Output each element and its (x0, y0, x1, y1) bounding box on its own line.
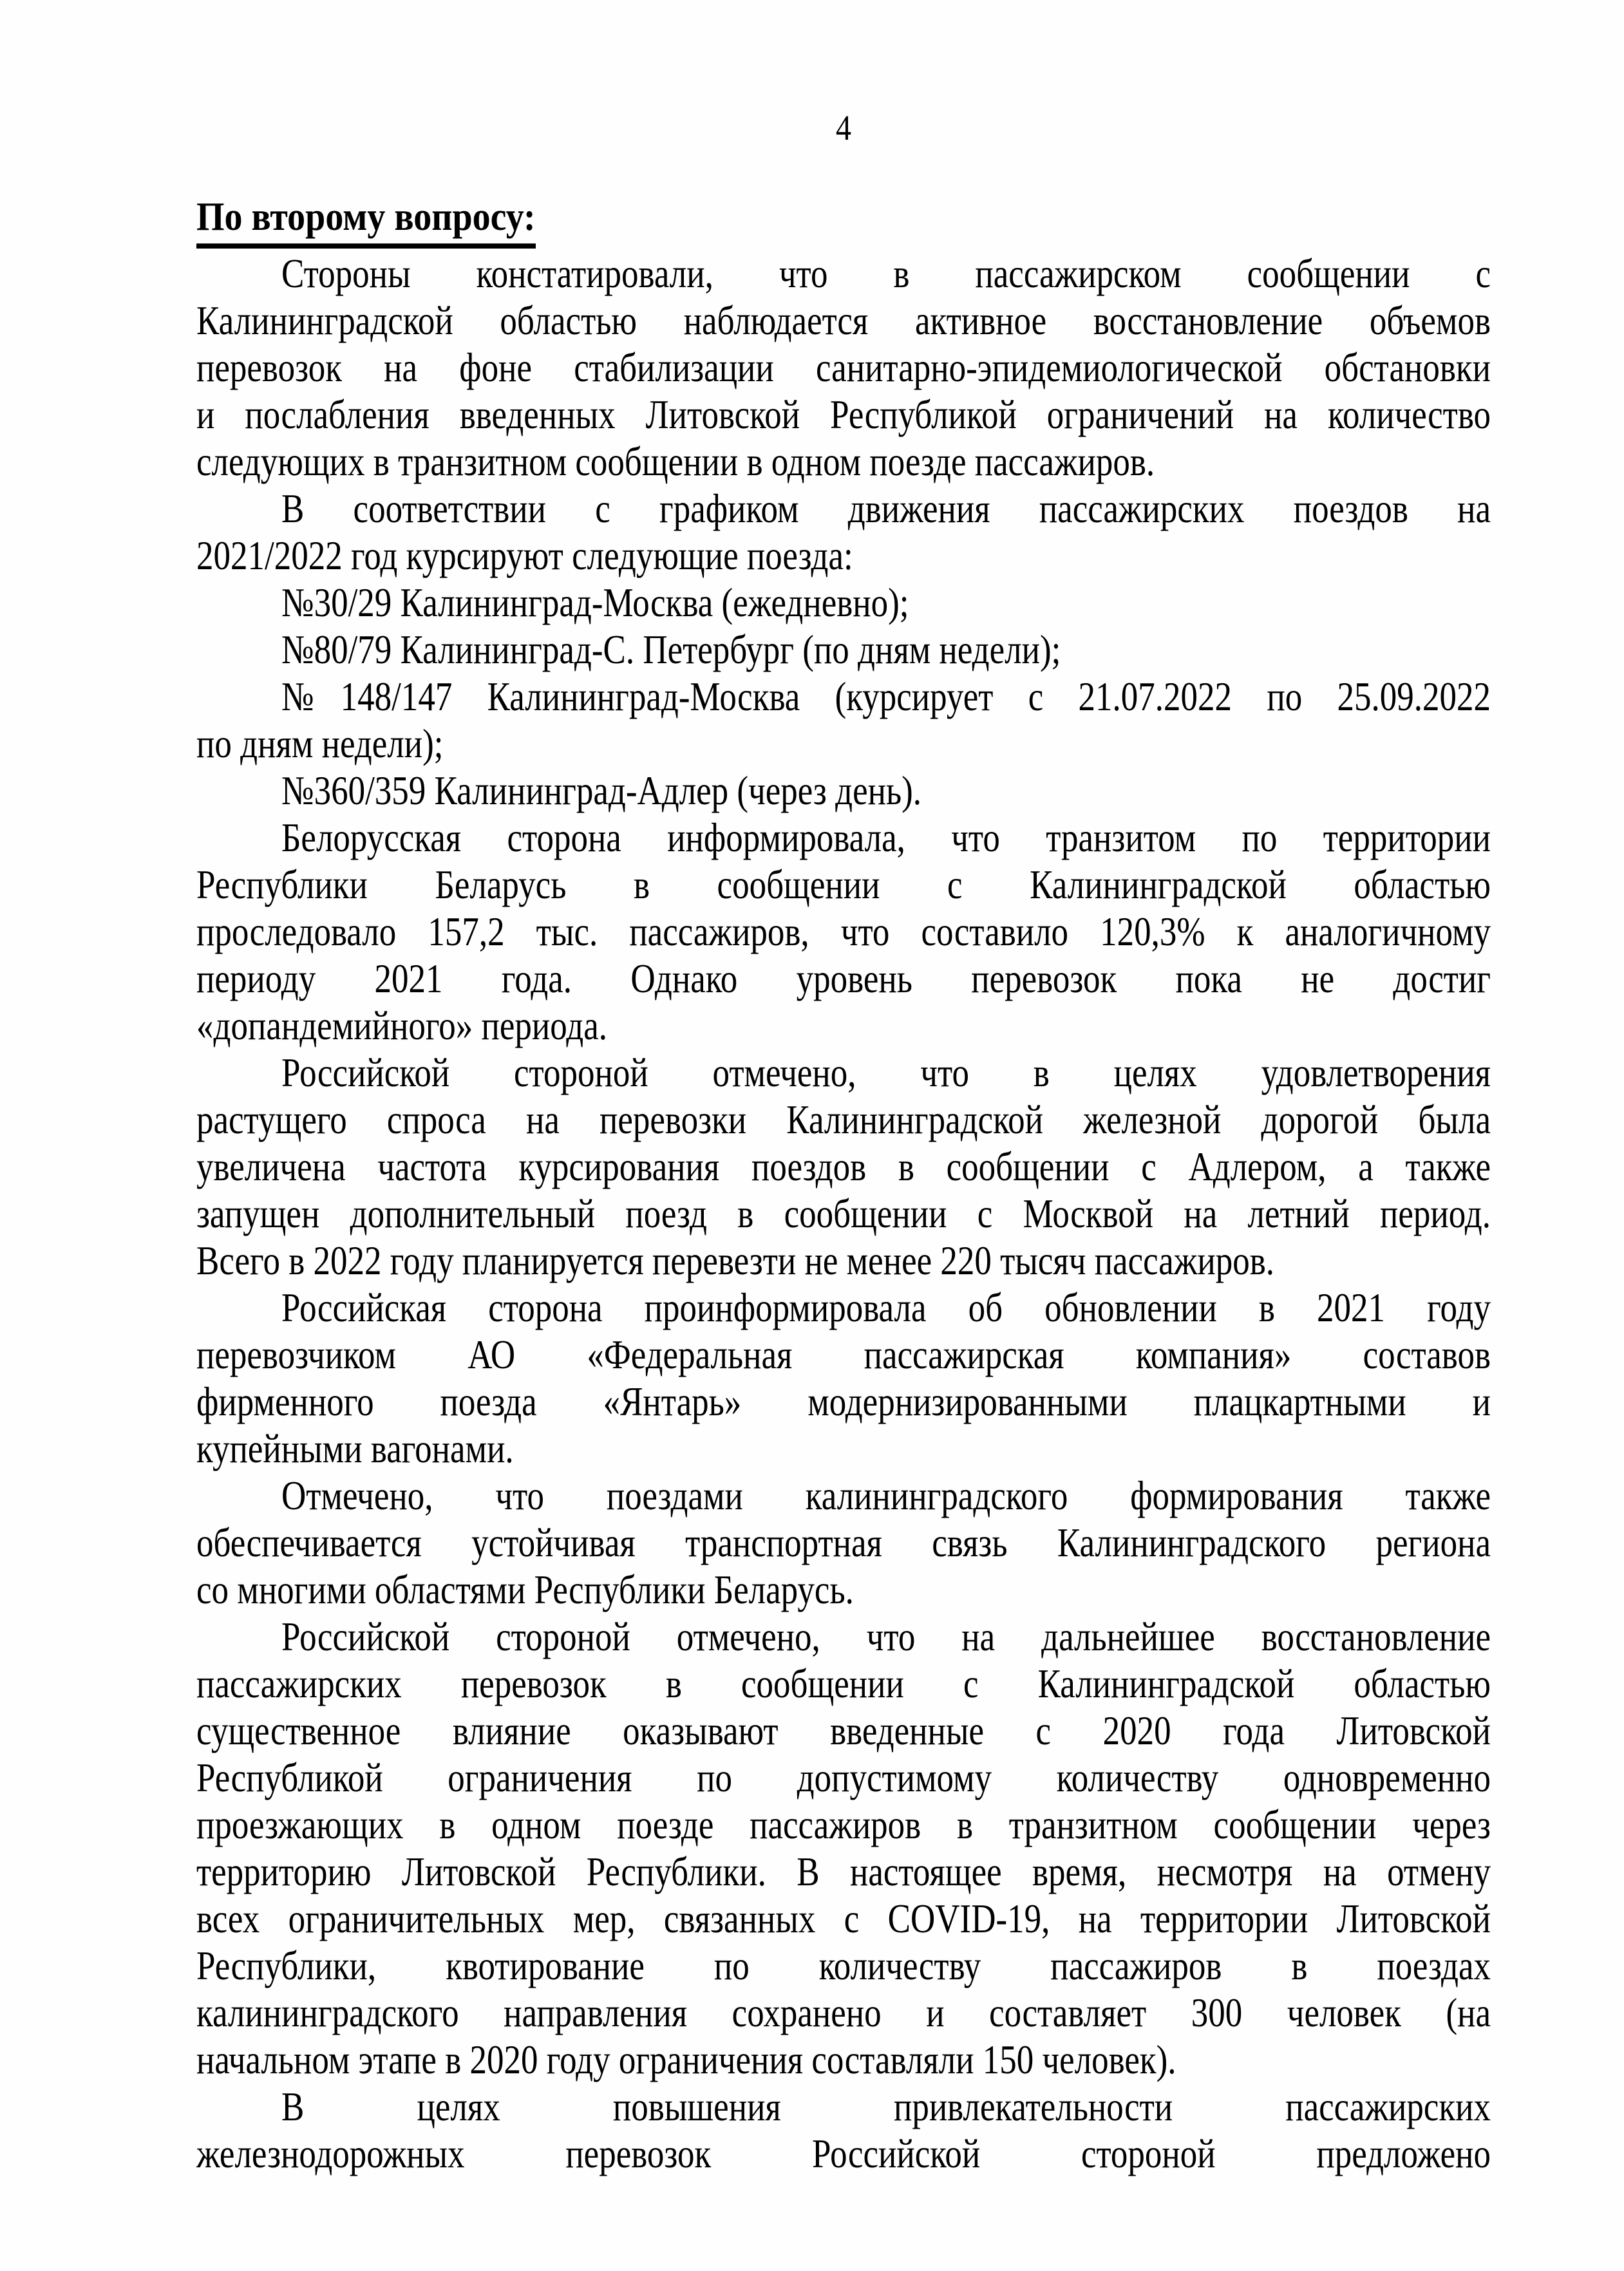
text-line: увеличена частота курсирования поездов в сообщении с Адлером, а также (196, 1144, 1491, 1190)
text-line: калининградского направления сохранено и составляет 300 человек (на (196, 1990, 1491, 2036)
text-line: №148/147 Калининград-Москва (курсирует с 21.07.2022 по 25.09.2022 (281, 674, 1491, 720)
text-line: обеспечивается устойчивая транспортная связь Калининградского региона (196, 1520, 1491, 1566)
text-line: пассажирских перевозок в сообщении с Калининградской областью (196, 1661, 1491, 1707)
text-line: Отмечено, что поездами калининградского формирования также (281, 1473, 1491, 1519)
text-line: В соответствии с графиком движения пассажирских поездов на (281, 486, 1491, 532)
text-line: проезжающих в одном поезде пассажиров в транзитном сообщении через (196, 1802, 1491, 1848)
text-line: Калининградской областью наблюдается активное восстановление объемов (196, 298, 1491, 344)
text-line: фирменного поезда «Янтарь» модернизированными плацкартными и (196, 1379, 1491, 1425)
document-body (196, 250, 1491, 2177)
text-line: Республикой ограничения по допустимому количеству одновременно (196, 1755, 1491, 1801)
text-line: Российской стороной отмечено, что на дальнейшее восстановление (281, 1614, 1491, 1660)
text-line: В целях повышения привлекательности пассажирских (281, 2084, 1491, 2130)
text-line: Стороны констатировали, что в пассажирском сообщении с (281, 251, 1491, 297)
text-line: Российской стороной отмечено, что в целях удовлетворения (281, 1050, 1491, 1096)
text-line: №30/29 Калининград-Москва (ежедневно); (281, 580, 909, 626)
text-line: Российская сторона проинформировала об обновлении в 2021 году (281, 1285, 1491, 1331)
text-line: 2021/2022 год курсируют следующие поезда: (196, 533, 853, 579)
text-line: №360/359 Калининград-Адлер (через день). (281, 768, 922, 814)
text-line: запущен дополнительный поезд в сообщении с Москвой на летний период. (196, 1191, 1491, 1237)
section-heading-text: По второму вопросу: (196, 194, 536, 249)
text-line: купейными вагонами. (196, 1426, 514, 1472)
section-heading (196, 194, 1491, 239)
text-line: периоду 2021 года. Однако уровень перевозок пока не достиг (196, 956, 1491, 1002)
text-line: всех ограничительных мер, связанных с COVID-19, на территории Литовской (196, 1896, 1491, 1942)
text-line: существенное влияние оказывают введенные с 2020 года Литовской (196, 1708, 1491, 1754)
text-line: №80/79 Калининград-С. Петербург (по дням недели); (281, 627, 1061, 673)
text-line: Республики Беларусь в сообщении с Калининградской областью (196, 862, 1491, 908)
text-line: «допандемийного» периода. (196, 1003, 607, 1049)
text-line: со многими областями Республики Беларусь. (196, 1567, 854, 1613)
text-line: и послабления введенных Литовской Республикой ограничений на количество (196, 392, 1491, 438)
text-line: Республики, квотирование по количеству пассажиров в поездах (196, 1943, 1491, 1989)
text-line: начальном этапе в 2020 году ограничения составляли 150 человек). (196, 2037, 1176, 2083)
page-number: 4 (836, 108, 851, 148)
text-line: растущего спроса на перевозки Калининградской железной дорогой была (196, 1097, 1491, 1143)
text-line: перевозок на фоне стабилизации санитарно-эпидемиологической обстановки (196, 345, 1491, 391)
text-line: железнодорожных перевозок Российской стороной предложено (196, 2131, 1491, 2177)
text-line: перевозчиком АО «Федеральная пассажирская компания» составов (196, 1332, 1491, 1378)
text-line: Белорусская сторона информировала, что транзитом по территории (281, 815, 1491, 861)
text-line: по дням недели); (196, 721, 444, 767)
text-line: следующих в транзитном сообщении в одном поезде пассажиров. (196, 439, 1155, 485)
text-line: Всего в 2022 году планируется перевезти не менее 220 тысяч пассажиров. (196, 1238, 1275, 1284)
text-line: территорию Литовской Республики. В настоящее время, несмотря на отмену (196, 1849, 1491, 1895)
text-line: проследовало 157,2 тыс. пассажиров, что составило 120,3% к аналогичному (196, 909, 1491, 955)
